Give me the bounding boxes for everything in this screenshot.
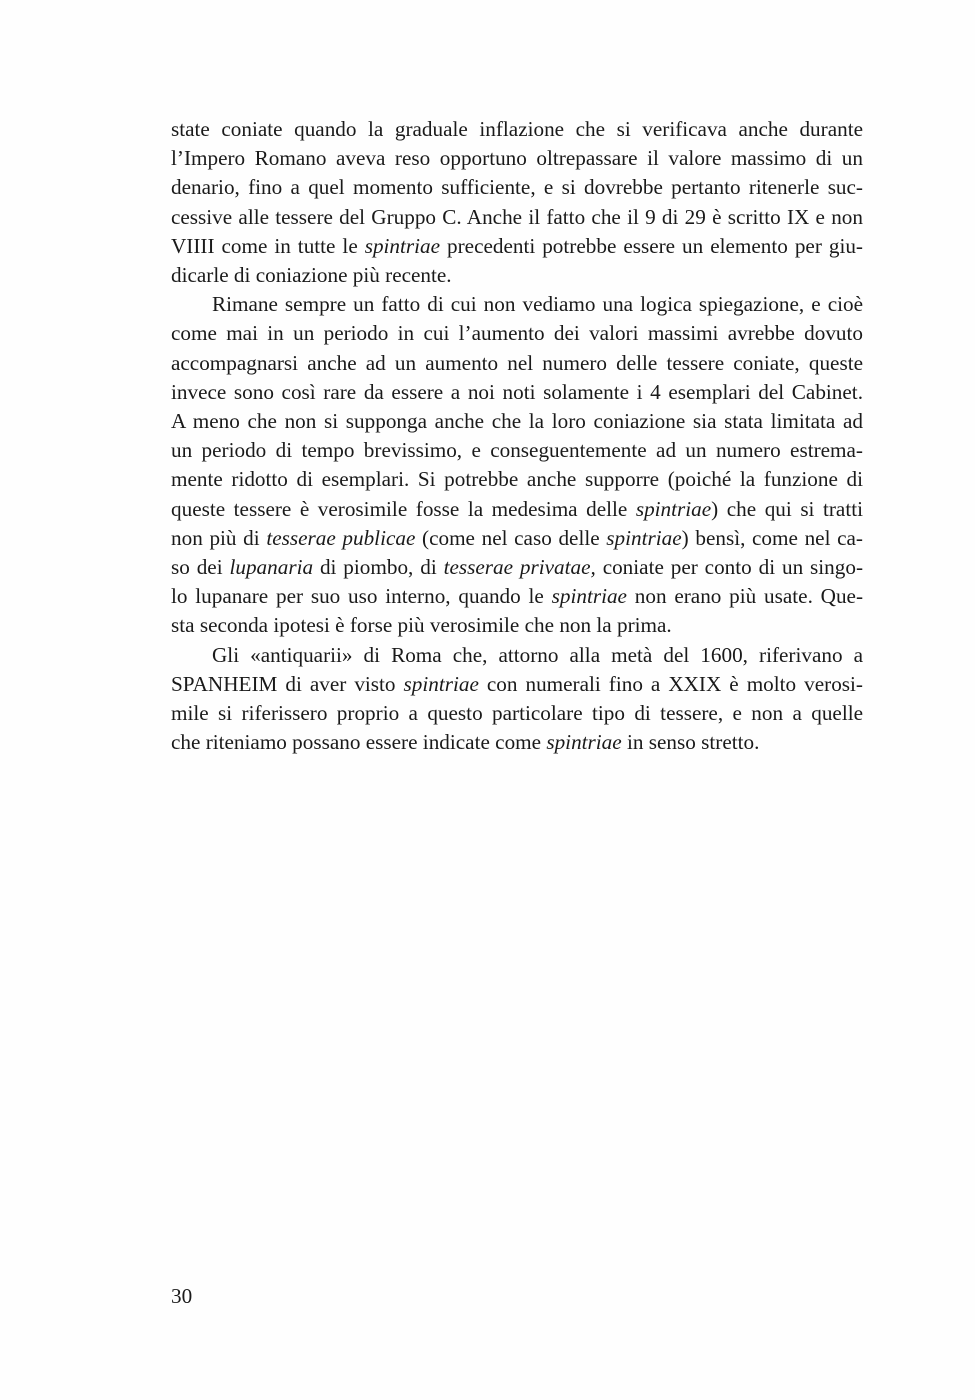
text-line — [171, 670, 863, 699]
text-line — [171, 611, 863, 640]
italic-term: spintriae — [635, 496, 712, 521]
italic-term: spintriae — [364, 233, 441, 258]
text-segment: mile si riferissero proprio a questo particolare tipo di tessere, e non a quelle — [171, 701, 863, 726]
text-line — [171, 465, 863, 494]
text-line — [171, 203, 863, 232]
text-line — [171, 641, 863, 670]
italic-term: tesserae publicae — [266, 525, 416, 550]
text-segment: di piombo, di — [313, 555, 444, 580]
text-line — [171, 319, 863, 348]
text-segment: dicarle di coniazione più recente. — [171, 263, 452, 288]
text-segment: ) che qui si tratti — [711, 496, 863, 521]
text-segment: non più di — [171, 525, 267, 550]
text-line — [171, 407, 863, 436]
text-segment: come mai in un periodo in cui l’aumento dei valori massimi avrebbe dovuto — [171, 321, 863, 346]
text-line — [171, 699, 863, 728]
text-line — [171, 290, 863, 319]
text-segment: in senso stretto. — [621, 730, 760, 755]
text-line — [171, 378, 863, 407]
italic-term: spintriae — [551, 584, 627, 609]
text-line — [171, 524, 863, 553]
text-segment: A meno che non si supponga anche che la loro coniazione sia stata limitata ad — [171, 409, 863, 434]
text-segment: so dei — [171, 555, 230, 580]
text-line — [171, 349, 863, 378]
text-segment: cessive alle tessere del Gruppo C. Anche il fatto che il 9 di 29 è scritto IX e non — [171, 204, 863, 229]
text-segment: denario, fino a quel momento sufficiente, e si dovrebbe pertanto ritenerle suc- — [171, 175, 863, 200]
text-segment: Gli «antiquarii» di Roma che, attorno alla metà del 1600, riferivano a — [212, 642, 863, 667]
text-line — [171, 115, 863, 144]
italic-term: spintriae — [403, 671, 479, 696]
text-segment: non erano più usate. Que- — [626, 584, 864, 609]
text-line — [171, 582, 863, 611]
text-line — [171, 261, 863, 290]
text-segment: con numerali fino a XXIX è molto verosi- — [478, 671, 863, 696]
text-segment: che riteniamo possano essere indicate come — [171, 730, 547, 755]
text-line — [171, 173, 863, 202]
italic-term: spintriae — [546, 730, 622, 755]
text-segment: ) bensì, come nel ca- — [681, 525, 863, 550]
text-segment: VIIII come in tutte le — [171, 233, 365, 258]
text-segment: invece sono così rare da essere a noi noti solamente i 4 esemplari del Cabinet. — [171, 379, 863, 404]
text-line — [171, 728, 863, 757]
text-line — [171, 495, 863, 524]
page-number: 30 — [171, 1284, 193, 1308]
text-line — [171, 553, 863, 582]
text-segment: (come nel caso delle — [415, 525, 607, 550]
italic-term: spintriae — [606, 525, 682, 550]
paragraph-3 — [171, 641, 863, 758]
text-segment: l’Impero Romano aveva reso opportuno oltrepassare il valore massimo di un — [171, 146, 863, 171]
text-line — [171, 232, 863, 261]
text-line — [171, 436, 863, 465]
text-segment: SPANHEIM di aver visto — [171, 671, 404, 696]
text-segment: Rimane sempre un fatto di cui non vediamo una logica spiegazione, e cioè — [212, 292, 863, 317]
paragraph-2 — [171, 290, 863, 640]
text-segment: lo lupanare per suo uso interno, quando le — [171, 584, 552, 609]
text-segment: accompagnarsi anche ad un aumento nel numero delle tessere coniate, queste — [171, 350, 863, 375]
text-segment: un periodo di tempo brevissimo, e conseguentemente ad un numero estrema- — [171, 438, 863, 463]
text-segment: sta seconda ipotesi è forse più verosimile che non la prima. — [171, 613, 672, 638]
text-segment: queste tessere è verosimile fosse la medesima delle — [171, 496, 636, 521]
text-segment: state coniate quando la graduale inflazione che si verificava anche durante — [171, 117, 863, 141]
page-body — [171, 115, 863, 757]
italic-term: tesserae privatae, — [443, 555, 596, 580]
text-segment: coniate per conto di un singo- — [595, 555, 864, 580]
text-line — [171, 144, 863, 173]
text-segment: mente ridotto di esemplari. Si potrebbe anche supporre (poiché la funzione di — [171, 467, 863, 492]
text-segment: precedenti potrebbe essere un elemento per giu- — [440, 233, 863, 258]
italic-term: lupanaria — [229, 555, 314, 580]
paragraph-1 — [171, 115, 863, 290]
